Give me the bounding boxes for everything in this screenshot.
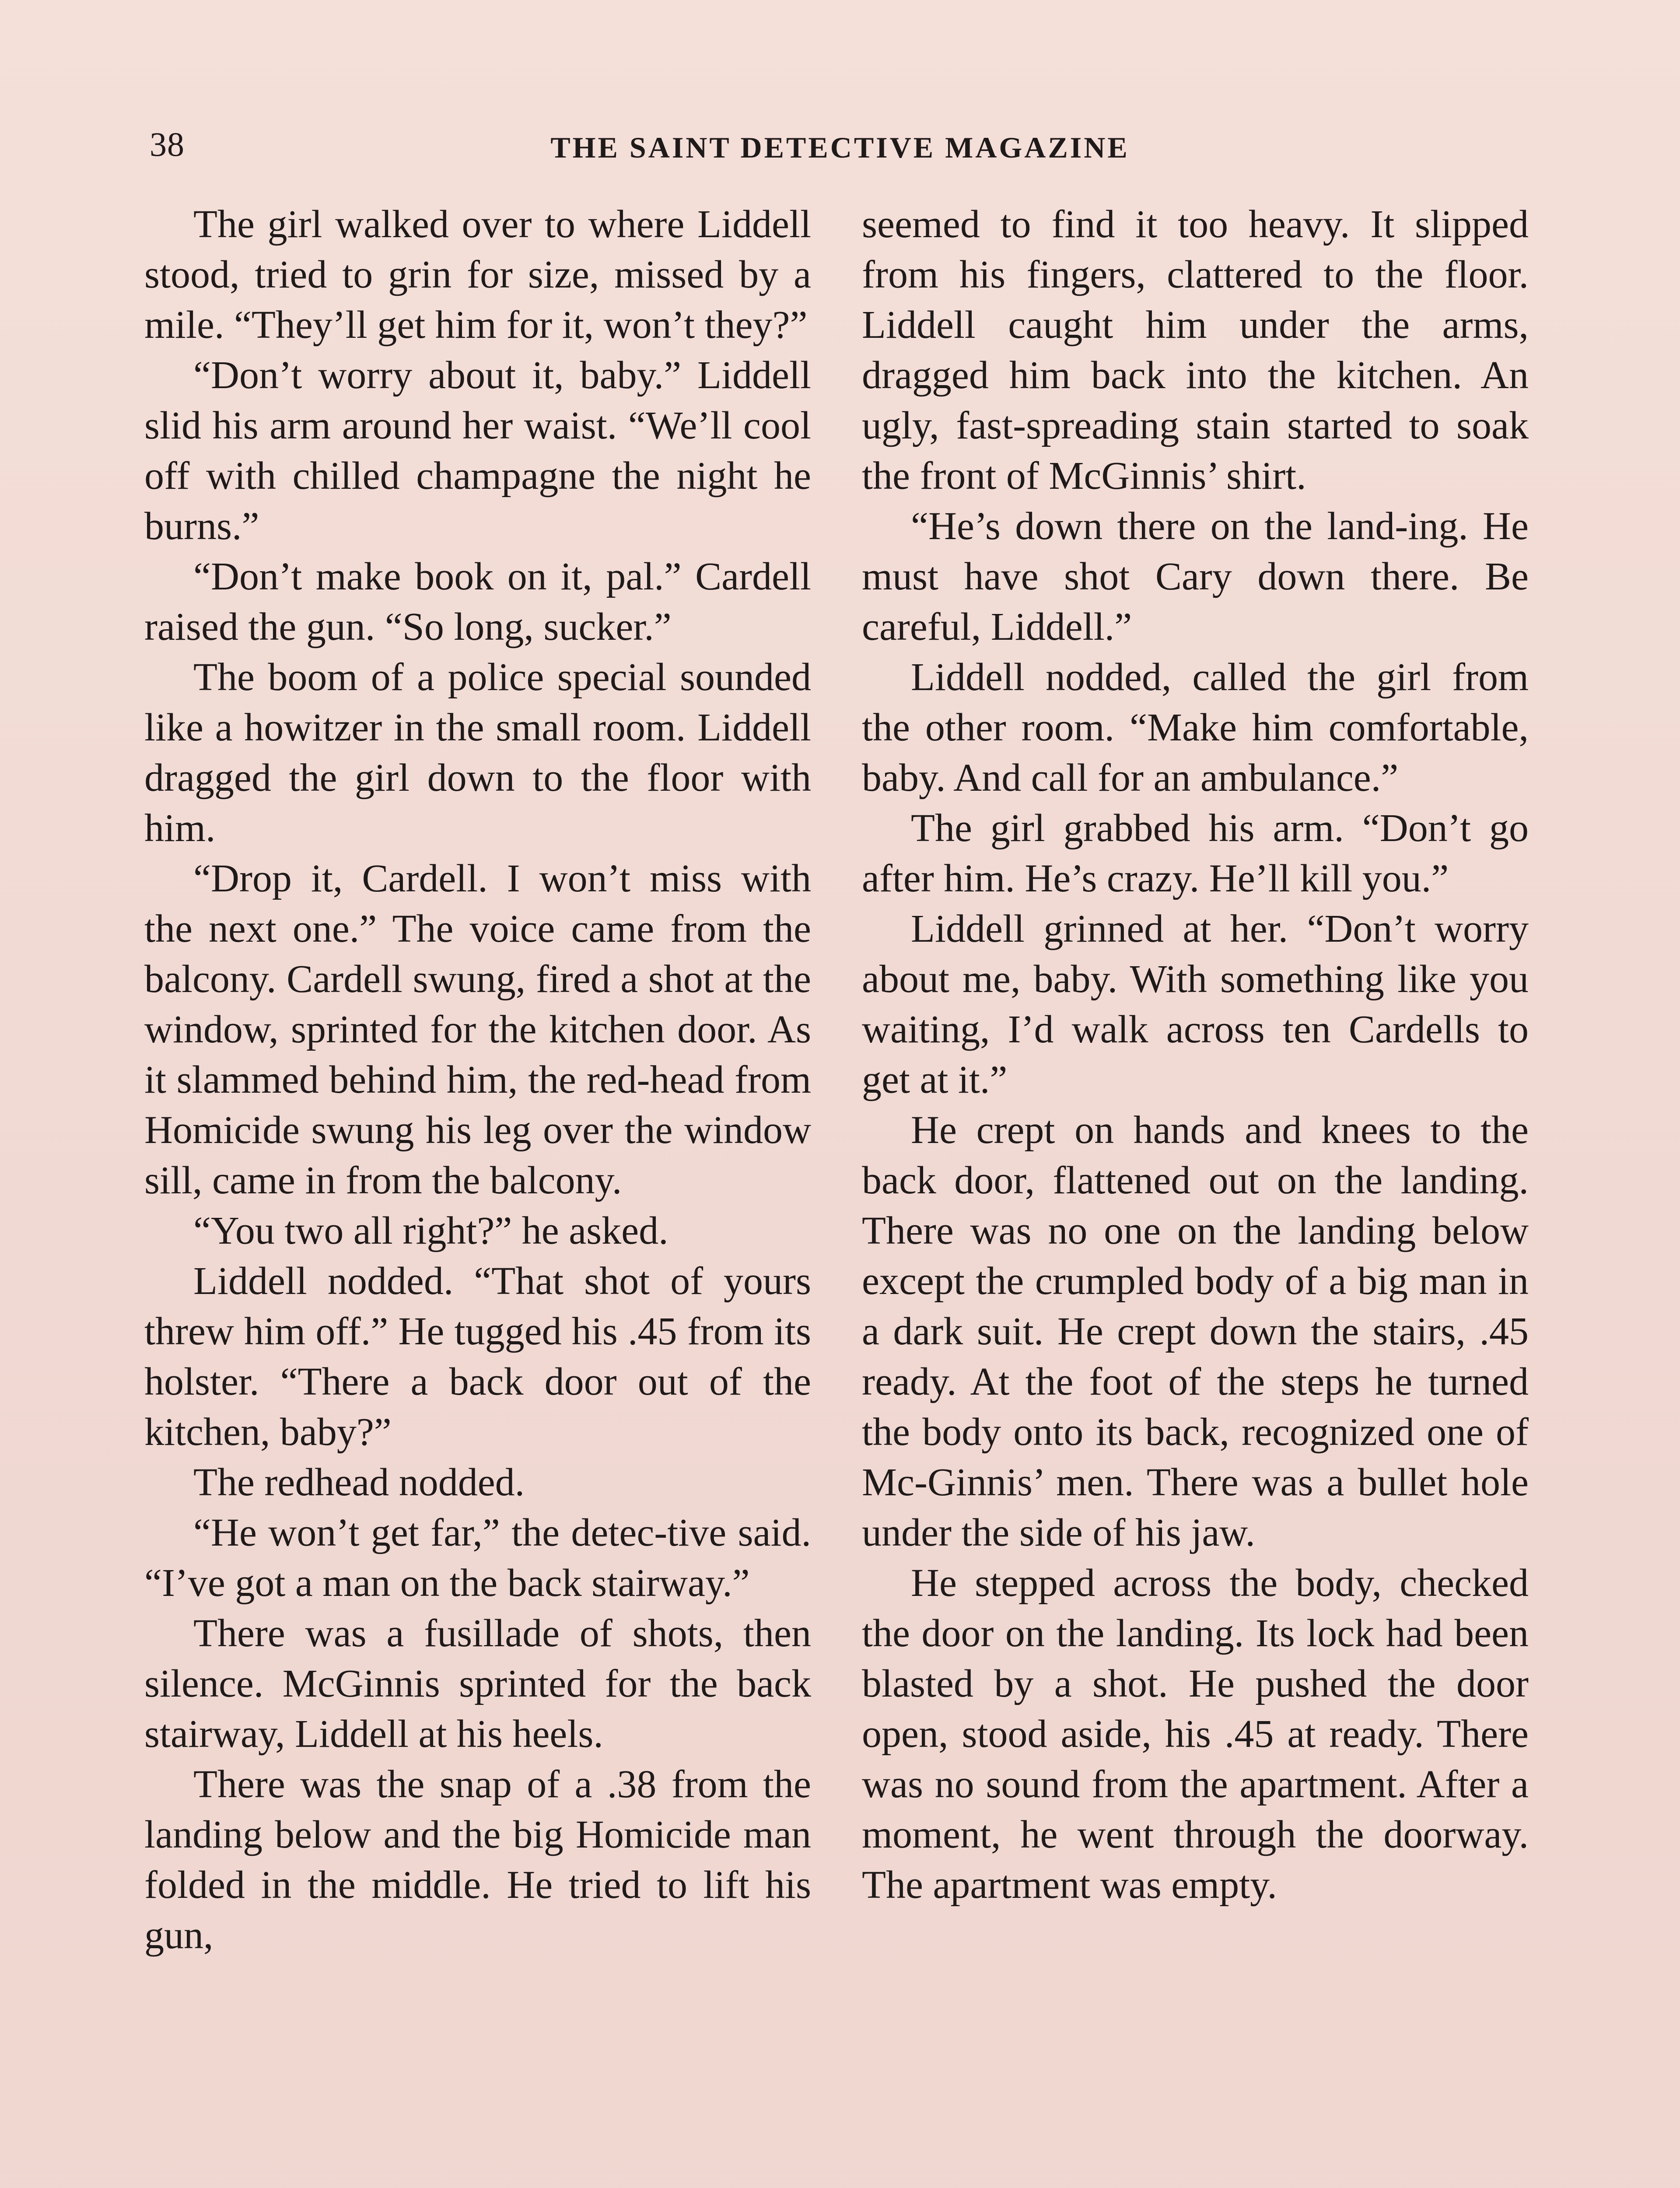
left-paragraph-8: The redhead nodded. bbox=[193, 1461, 525, 1504]
left-paragraph-1: The girl walked over to where Liddell stood, tried to grin for size, missed by a mile. “They’ll get him for it, won’t they?” bbox=[144, 203, 811, 347]
right-paragraph-3: The girl grabbed his arm. “Don’t go after him. He’s crazy. He’ll kill you.” bbox=[862, 806, 1529, 900]
running-head: THE SAINT DETECTIVE MAGAZINE bbox=[550, 131, 1130, 164]
left-paragraph-4: The boom of a police special sounded like a howitzer in the small room. Liddell dragged the girl down to the floor with him. bbox=[144, 656, 811, 850]
left-paragraph-11: There was the snap of a .38 from the landing below and the big Homicide man folded in the middle. He tried to lift his gun, bbox=[144, 1763, 811, 1957]
right-text-column bbox=[862, 199, 1529, 1910]
left-paragraph-7: Liddell nodded. “That shot of yours threw him off.” He tugged his .45 from its holster. “There a back door out of the kitchen, baby?” bbox=[144, 1259, 811, 1454]
page-number: 38 bbox=[150, 125, 185, 163]
right-continuation-paragraph: seemed to find it too heavy. It slipped from his fingers, clattered to the floor. Liddell caught him under the arms, dragged him back into the kitchen. An ugly, fast-spreading stain started to soak the front of McGinnis’ shirt. bbox=[862, 203, 1529, 498]
left-paragraph-5: “Drop it, Cardell. I won’t miss with the next one.” The voice came from the balcony. Cardell swung, fired a shot at the window, sprinted for the kitchen door. As it slammed behind him, the red-head from Homicide swung his leg over the window sill, came in from the balcony. bbox=[144, 857, 811, 1202]
left-paragraph-6: “You two all right?” he asked. bbox=[193, 1209, 668, 1252]
left-paragraph-10: There was a fusillade of shots, then silence. McGinnis sprinted for the back stairway, Liddell at his heels. bbox=[144, 1612, 811, 1756]
left-text-column bbox=[144, 199, 811, 1960]
right-paragraph-6: He stepped across the body, checked the door on the landing. Its lock had been blasted by a shot. He pushed the door open, stood aside, his .45 at ready. There was no sound from the apartment. After a moment, he went through the doorway. The apartment was empty. bbox=[862, 1561, 1529, 1907]
right-paragraph-5: He crept on hands and knees to the back door, flattened out on the landing. There was no one on the landing below except the crumpled body of a big man in a dark suit. He crept down the stairs, .45 ready. At the foot of the steps he turned the body onto its back, recognized one of Mc-Ginnis’ men. There was a bullet hole under the side of his jaw. bbox=[862, 1108, 1529, 1554]
right-paragraph-2: Liddell nodded, called the girl from the other room. “Make him comfortable, baby. And call for an ambulance.” bbox=[862, 656, 1529, 799]
right-paragraph-1: “He’s down there on the land-ing. He must have shot Cary down there. Be careful, Liddell.” bbox=[862, 505, 1529, 649]
left-paragraph-3: “Don’t make book on it, pal.” Cardell raised the gun. “So long, sucker.” bbox=[144, 555, 811, 649]
left-paragraph-9: “He won’t get far,” the detec-tive said. “I’ve got a man on the back stairway.” bbox=[144, 1511, 811, 1605]
right-paragraph-4: Liddell grinned at her. “Don’t worry about me, baby. With something like you waiting, I’d walk across ten Cardells to get at it.” bbox=[862, 907, 1529, 1101]
left-paragraph-2: “Don’t worry about it, baby.” Liddell slid his arm around her waist. “We’ll cool off with chilled champagne the night he burns.” bbox=[144, 354, 811, 548]
